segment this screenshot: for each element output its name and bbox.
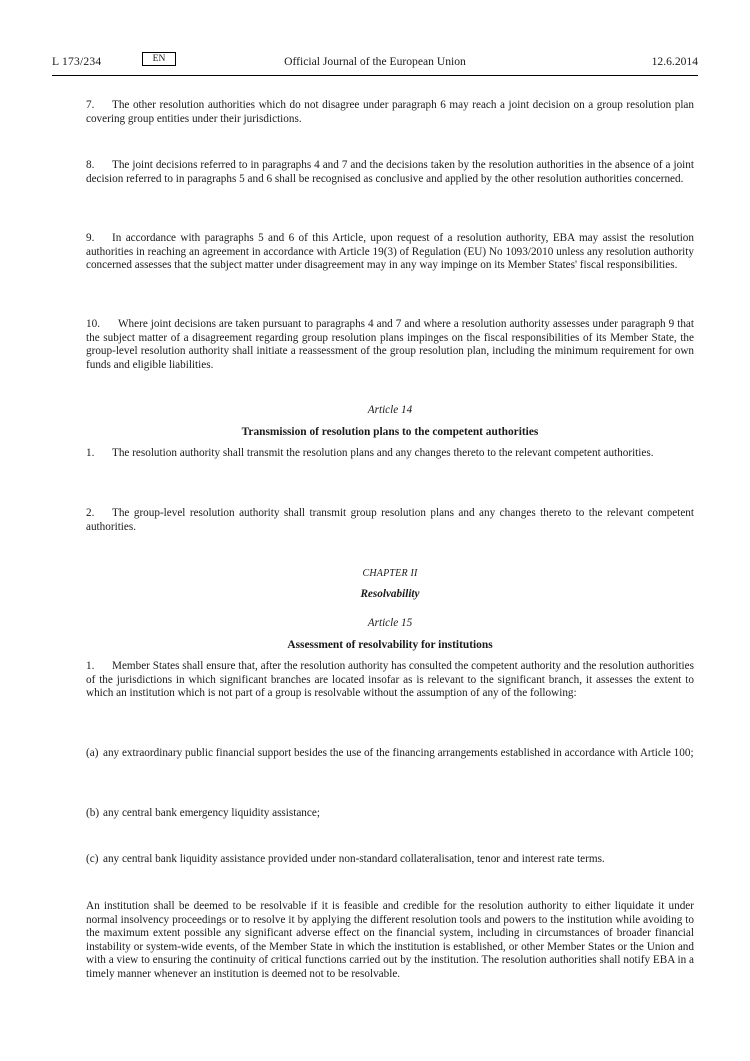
publication-date: 12.6.2014	[651, 55, 698, 68]
paragraph-number: 10.	[86, 318, 100, 330]
paragraph-number: 9.	[86, 232, 95, 244]
list-item-label: (a)	[86, 747, 99, 759]
list-item	[86, 853, 711, 867]
paragraph-number: 1.	[86, 447, 95, 459]
article-14-title: Transmission of resolution plans to the competent authorities	[241, 426, 539, 438]
journal-title: Official Journal of the European Union	[284, 55, 466, 68]
art13-paragraph-9	[86, 232, 694, 273]
art15-closing-paragraph: An institution shall be deemed to be resolvable if it is feasible and credible for the resolution authority to either liquidate it under normal insolvency proceedings or to resolve it by applying the different resolution tools and powers to the institution while avoiding to the maximum extent possible any significant adverse effect on the financial system, including in circumstances of broader financial instability or system-wide events, of the Member State in which the institution is established, or other Member States or the Union and with a view to ensuring the continuity of critical functions carried out by the institution. The resolution authorities shall notify EBA in a timely manner whenever an institution is deemed not to be resolvable.	[86, 900, 694, 980]
paragraph-text: The other resolution authorities which do not disagree under paragraph 6 may reach a joint decision on a group resolution plan covering group entities under their jurisdictions.	[86, 99, 694, 125]
art13-paragraph-8	[86, 159, 694, 186]
list-item	[86, 747, 711, 761]
paragraph-text: The joint decisions referred to in paragraphs 4 and 7 and the decisions taken by the resolution authorities in the absence of a joint decision referred to in paragraphs 5 and 6 shall be recognised as conclusive and applied by the other resolution authorities concerned.	[86, 159, 694, 185]
list-item-label: (c)	[86, 853, 99, 865]
list-item	[86, 807, 711, 821]
page-header	[52, 51, 698, 76]
journal-reference: L 173/234	[52, 55, 102, 68]
article-14-label: Article 14	[367, 404, 413, 416]
paragraph-text: Member States shall ensure that, after the resolution authority has consulted the competent authority and the resolution authorities of the jurisdictions in which significant branches are located insofar as is relevant to the significant branch, it assesses the extent to which an institution which is not part of a group is resolvable without the assumption of any of the following:	[86, 660, 694, 699]
paragraph-text: The resolution authority shall transmit the resolution plans and any changes thereto to the relevant competent authorities.	[112, 447, 654, 459]
paragraph-number: 1.	[86, 660, 95, 672]
art14-paragraph-1	[86, 447, 694, 461]
paragraph-number: 7.	[86, 99, 95, 111]
list-item-text: any extraordinary public financial support besides the use of the financing arrangements established in accordance with Article 100;	[103, 747, 694, 759]
paragraph-number: 2.	[86, 507, 95, 519]
article-15-label: Article 15	[367, 617, 413, 629]
art13-paragraph-7	[86, 99, 694, 126]
chapter-title: Resolvability	[360, 588, 420, 600]
paragraph-text: Where joint decisions are taken pursuant to paragraphs 4 and 7 and where a resolution authority assesses under paragraph 9 that the subject matter of a disagreement regarding group resolution plans impinges on the fiscal responsibilities of its Member State, the group-level resolution authority shall initiate a reassessment of the group resolution plan, including the minimum requirement for own funds and eligible liabilities.	[86, 318, 694, 371]
paragraph-text: In accordance with paragraphs 5 and 6 of this Article, upon request of a resolution authority, EBA may assist the resolution authorities in reaching an agreement in accordance with Article 19(3) of Regulation (EU) No 1093/2010 unless any resolution authority concerned assesses that the subject matter under disagreement may in any way impinge on its Member States' fiscal responsibilities.	[86, 232, 694, 271]
art15-paragraph-1	[86, 660, 694, 701]
list-item-text: any central bank emergency liquidity assistance;	[103, 807, 320, 819]
chapter-label: CHAPTER II	[362, 568, 418, 579]
art13-paragraph-10	[86, 318, 694, 372]
language-badge: EN	[142, 52, 176, 66]
article-15-title: Assessment of resolvability for institutions	[287, 639, 493, 651]
list-item-label: (b)	[86, 807, 100, 819]
art14-paragraph-2	[86, 507, 694, 534]
paragraph-number: 8.	[86, 159, 95, 171]
paragraph-text: The group-level resolution authority shall transmit group resolution plans and any changes thereto to the relevant competent authorities.	[86, 507, 694, 533]
list-item-text: any central bank liquidity assistance provided under non-standard collateralisation, tenor and interest rate terms.	[103, 853, 605, 865]
